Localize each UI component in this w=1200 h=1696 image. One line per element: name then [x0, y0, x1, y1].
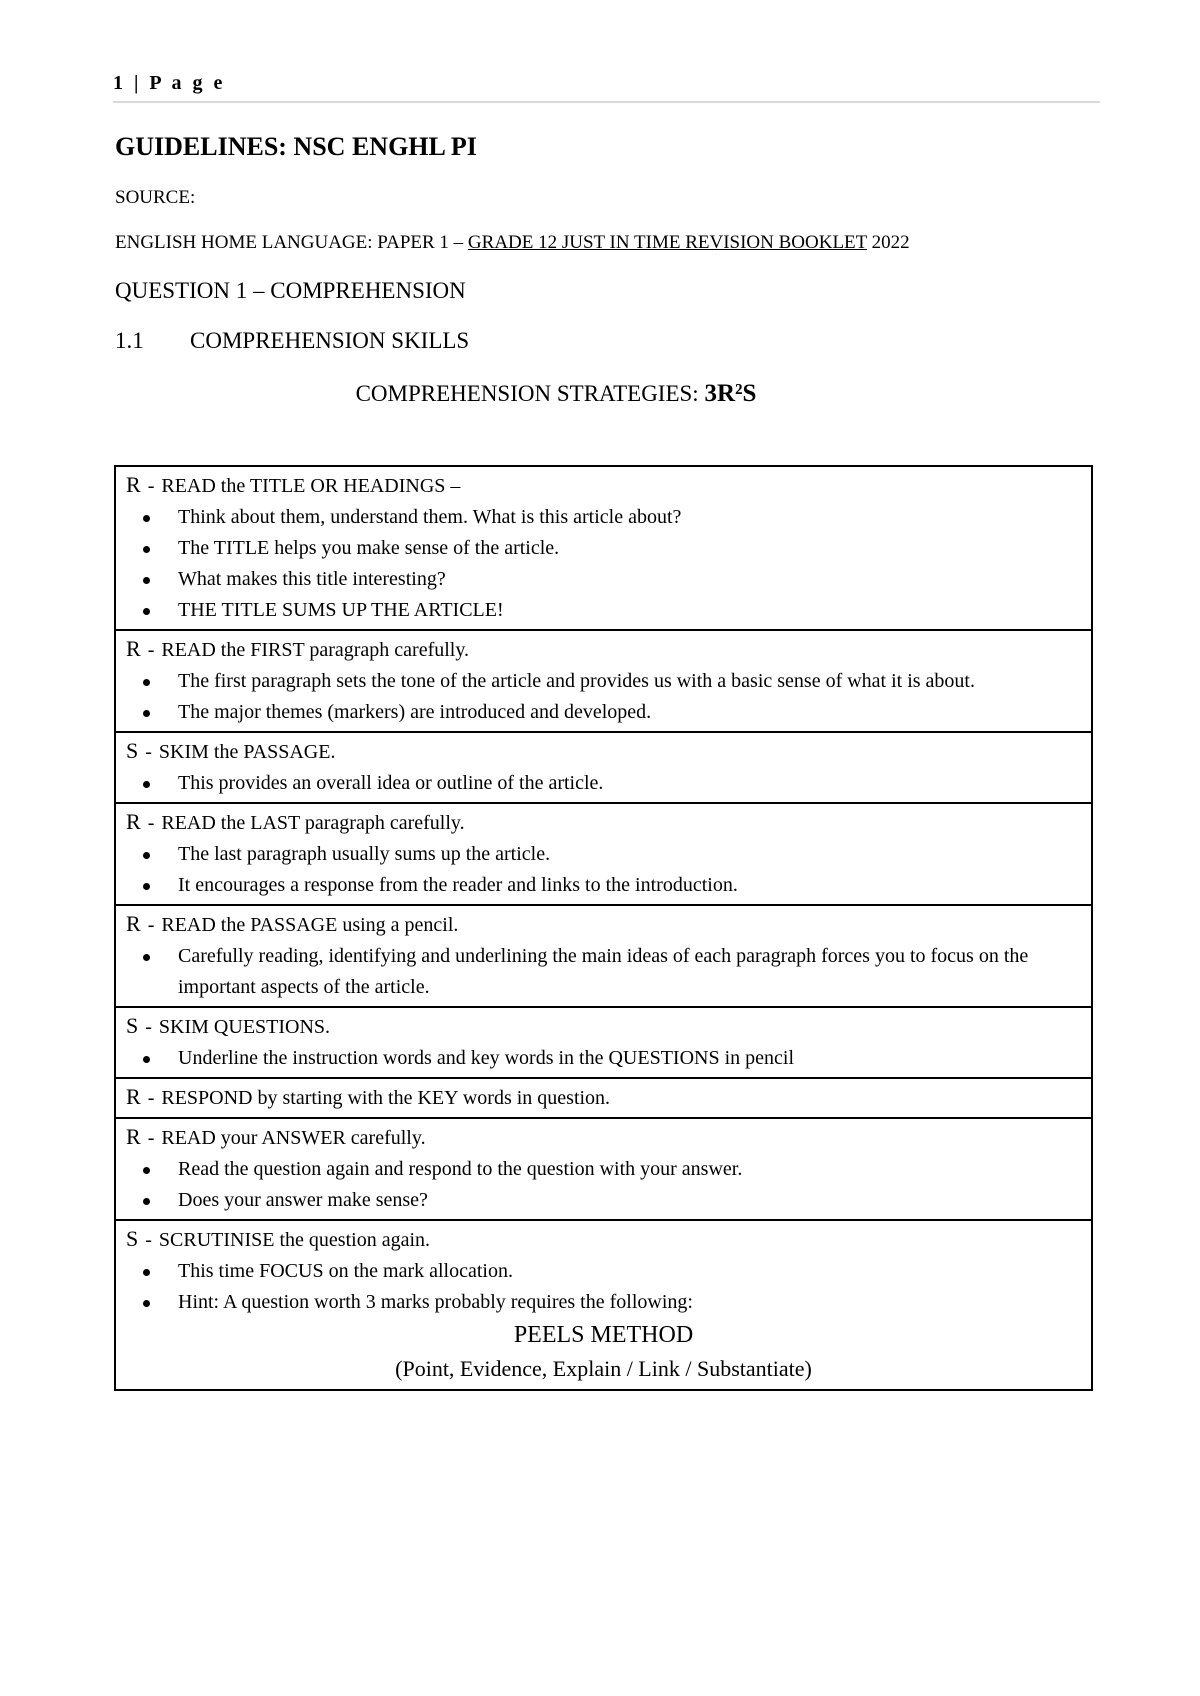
strategy-cell: [115, 732, 1092, 803]
strategies-heading: [0, 380, 1112, 408]
strategies-heading-text: COMPREHENSION STRATEGIES:: [355, 381, 705, 406]
strategy-table-body: [115, 466, 1092, 1390]
strategy-point: This provides an overall idea or outline of the article.: [178, 768, 1081, 799]
strategy-cell: [115, 803, 1092, 905]
strategy-point: This time FOCUS on the mark allocation.: [178, 1256, 1081, 1287]
strategy-point: The major themes (markers) are introduced and developed.: [178, 697, 1081, 728]
strategy-heading: [126, 908, 1081, 941]
strategy-points: [126, 1043, 1081, 1074]
strategy-point: Does your answer make sense?: [178, 1185, 1081, 1216]
strategy-point: The first paragraph sets the tone of the article and provides us with a basic sense of what it is about.: [178, 666, 1081, 697]
strategy-heading: [126, 806, 1081, 839]
strategy-table: [114, 465, 1093, 1391]
strategies-acronym: 3R²S: [704, 380, 757, 407]
strategy-cell: [115, 1078, 1092, 1118]
strategy-row: [115, 1078, 1092, 1118]
strategy-points: [126, 941, 1081, 1003]
source-prefix: ENGLISH HOME LANGUAGE: PAPER 1 –: [115, 232, 468, 253]
strategy-point: THE TITLE SUMS UP THE ARTICLE!: [178, 595, 1081, 626]
strategy-heading-text: READ the FIRST paragraph carefully.: [161, 639, 470, 661]
strategy-separator: -: [142, 639, 160, 661]
strategy-letter: R: [126, 1124, 141, 1149]
strategy-point: Read the question again and respond to the question with your answer.: [178, 1154, 1081, 1185]
strategy-heading-text: READ the PASSAGE using a pencil.: [161, 914, 459, 936]
strategy-letter: R: [126, 911, 141, 936]
section-heading: [115, 328, 469, 354]
strategy-heading: [126, 1223, 1081, 1256]
question-heading: QUESTION 1 – COMPREHENSION: [115, 278, 466, 303]
method-title: PEELS METHOD: [513, 1322, 694, 1348]
strategy-heading: [126, 633, 1081, 666]
strategy-point: Carefully reading, identifying and underlining the main ideas of each paragraph forces you to focus on the important aspects of the article.: [178, 941, 1081, 1003]
strategy-points: [126, 1154, 1081, 1216]
strategy-row: [115, 732, 1092, 803]
strategy-cell: [115, 905, 1092, 1007]
source-year: 2022: [866, 232, 910, 253]
strategy-heading-text: SKIM QUESTIONS.: [158, 1016, 331, 1038]
page-number-header: 1 | P a g e: [113, 72, 1100, 103]
strategy-heading: [126, 469, 1081, 502]
strategy-row: [115, 1118, 1092, 1220]
strategy-points: [126, 839, 1081, 901]
strategy-row: [115, 630, 1092, 732]
strategy-cell: [115, 1220, 1092, 1390]
strategy-point: The TITLE helps you make sense of the article.: [178, 533, 1081, 564]
strategy-separator: -: [142, 914, 160, 936]
strategy-row: [115, 803, 1092, 905]
source-booklet-title: GRADE 12 JUST IN TIME REVISION BOOKLET: [467, 232, 867, 253]
strategy-heading: [126, 735, 1081, 768]
strategy-row: [115, 1007, 1092, 1078]
strategy-heading-text: RESPOND by starting with the KEY words in question.: [161, 1087, 611, 1109]
strategy-heading: [126, 1010, 1081, 1043]
strategy-letter: R: [126, 809, 141, 834]
strategy-heading: [126, 1081, 1081, 1114]
strategy-cell: [115, 1007, 1092, 1078]
strategy-separator: -: [140, 1229, 157, 1251]
section-number: 1.1: [115, 328, 144, 353]
strategy-separator: -: [140, 1016, 157, 1038]
source-label: SOURCE:: [115, 187, 196, 208]
strategy-cell: [115, 466, 1092, 630]
strategy-heading-text: SKIM the PASSAGE.: [158, 741, 336, 763]
strategy-points: [126, 768, 1081, 799]
document-title: GUIDELINES: NSC ENGHL PI: [115, 132, 477, 161]
strategy-heading-text: READ the TITLE OR HEADINGS –: [161, 475, 461, 497]
section-title: COMPREHENSION SKILLS: [190, 328, 470, 353]
strategy-heading-text: READ the LAST paragraph carefully.: [161, 812, 465, 834]
strategy-letter: R: [126, 472, 141, 497]
source-citation: [115, 232, 910, 254]
strategy-separator: -: [142, 475, 160, 497]
strategy-separator: -: [142, 1087, 160, 1109]
method-detail: (Point, Evidence, Explain / Link / Substantiate): [395, 1356, 812, 1381]
strategy-row: [115, 466, 1092, 630]
strategy-point: Underline the instruction words and key words in the QUESTIONS in pencil: [178, 1043, 1081, 1074]
strategy-letter: S: [126, 1013, 139, 1038]
strategy-row: [115, 905, 1092, 1007]
strategy-point: What makes this title interesting?: [178, 564, 1081, 595]
strategy-points: [126, 666, 1081, 728]
strategy-letter: R: [126, 636, 141, 661]
strategy-point: Think about them, understand them. What is this article about?: [178, 502, 1081, 533]
strategy-heading-text: READ your ANSWER carefully.: [161, 1127, 426, 1149]
strategy-point: It encourages a response from the reader and links to the introduction.: [178, 870, 1081, 901]
strategy-point: Hint: A question worth 3 marks probably requires the following:: [178, 1287, 1081, 1318]
strategy-letter: S: [126, 738, 139, 763]
strategy-heading: [126, 1121, 1081, 1154]
strategy-point: The last paragraph usually sums up the article.: [178, 839, 1081, 870]
strategy-separator: -: [140, 741, 157, 763]
strategy-letter: R: [126, 1084, 141, 1109]
strategy-separator: -: [142, 1127, 160, 1149]
strategy-cell: [115, 630, 1092, 732]
strategy-heading-text: SCRUTINISE the question again.: [158, 1229, 431, 1251]
strategy-separator: -: [142, 812, 160, 834]
strategy-letter: S: [126, 1226, 139, 1251]
strategy-row: [115, 1220, 1092, 1390]
strategy-points: [126, 1256, 1081, 1318]
strategy-points: [126, 502, 1081, 626]
strategy-cell: [115, 1118, 1092, 1220]
